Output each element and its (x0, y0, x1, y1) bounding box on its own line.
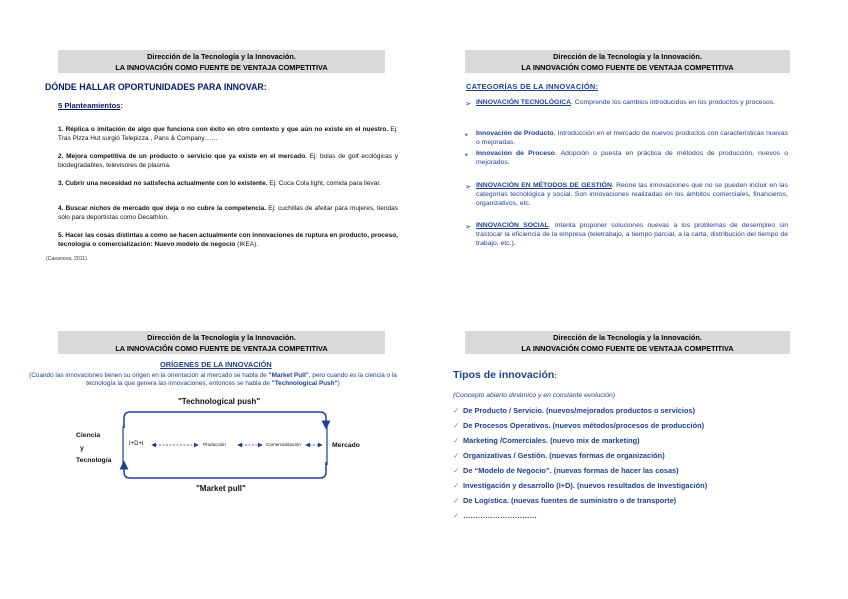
arrow-bullet-icon: ➢ (465, 182, 472, 191)
type-item (453, 406, 695, 415)
slide4-title (453, 369, 557, 381)
category-text: . Adopción o puesta en práctica de métodos de producción, nuevos o mejorados. (476, 150, 788, 166)
type-text: Organizativas / Gestión. (nuevas formas de organización) (463, 451, 665, 460)
produccion-label: Producción (203, 442, 226, 447)
type-text: De “Modelo de Negocio”. (nuevas formas de hacer las cosas) (463, 466, 679, 475)
point-text: Ej: Tras Pizza Hut surgió Telepizza , Pans & Company…… (58, 126, 398, 142)
category-label: INNOVACIÓN TECNOLÓGICA (476, 99, 572, 106)
category-label: Innovación de Producto (476, 130, 554, 137)
check-icon: ✓ (453, 481, 460, 490)
header-line2: LA INNOVACIÓN COMO FUENTE DE VENTAJA COMPETITIVA (115, 63, 328, 72)
check-icon: ✓ (453, 451, 460, 460)
idi-label: I+D+i (129, 441, 144, 447)
header-line1: Dirección de la Tecnología y la Innovación. (553, 333, 702, 342)
type-text: De Procesos Operativos. (nuevos métodos/procesos de producción) (463, 421, 705, 430)
header-line2: LA INNOVACIÓN COMO FUENTE DE VENTAJA COMPETITIVA (115, 344, 328, 353)
header-line1: Dirección de la Tecnología y la Innovación. (147, 333, 296, 342)
header-line2: LA INNOVACIÓN COMO FUENTE DE VENTAJA COMPETITIVA (521, 344, 734, 353)
header-line1: Dirección de la Tecnología y la Innovación. (553, 52, 702, 61)
category-text: . Introducción en el mercado de nuevos productos con características nuevas o mejoradas. (476, 130, 788, 146)
y-label: y (80, 445, 84, 452)
tech-push-label: "Technological push" (178, 397, 261, 406)
type-item (453, 481, 707, 490)
note-part: (Cuando las innovaciones tienen su origen en la orientación al mercado se habla de (29, 372, 269, 379)
type-item (453, 511, 537, 520)
concept-note: (Concepto abierto dinámico y en constante evolución) (453, 392, 616, 399)
point-text: Ej: Coca Cola light, comida para llevar. (267, 180, 381, 187)
citation: (Casanova, 2011) (46, 256, 87, 262)
check-icon: ✓ (453, 406, 460, 415)
category-label: INNOVACIÓN SOCIAL (476, 222, 549, 229)
check-icon: ✓ (453, 421, 460, 430)
type-item (453, 421, 704, 430)
check-icon: ✓ (453, 436, 460, 445)
subtitle-colon: : (120, 101, 123, 110)
title-text: Tipos de innovación (453, 369, 555, 381)
point-text: (IKEA). (235, 240, 259, 248)
point-bold: 5. Hacer las cosas distintas a como se hacen actualmente con innovaciones de ruptura en producto, proceso, tecnología o comercialización: Nuevo modelo de negocio (58, 232, 398, 248)
header-line1: Dirección de la Tecnología y la Innovación. (147, 52, 296, 61)
point-bold: 1. Réplica o imitación de algo que funciona con éxito en otro contexto y que aún no existe en el nuestro. (58, 126, 389, 133)
point-bold: 4. Buscar nichos de mercado que deja o no cubre la competencia. (58, 205, 267, 212)
note-tech-push: "Technological Push" (271, 380, 338, 387)
category-label: Innovación de Proceso (476, 150, 555, 157)
point-bold: 2. Mejora competitiva de un producto o servicio que ya existe en el mercado. (58, 153, 307, 160)
note-market-pull: "Market Pull" (268, 372, 309, 379)
slide3-title: ORÍGENES DE LA INNOVACIÓN (160, 360, 272, 369)
type-item (453, 466, 679, 475)
square-bullet-icon: ▪ (465, 150, 468, 159)
type-text: Investigación y desarrollo (I+D). (nuevos resultados de Investigación) (463, 481, 708, 490)
check-icon: ✓ (453, 466, 460, 475)
ciencia-label: Ciencia (76, 432, 101, 439)
check-icon: ✓ (453, 496, 460, 505)
point-text: Ej: bolas de golf ecológicas y biodegradables, televisores de plasma. (58, 153, 398, 169)
slide2-title: CATEGORÍAS DE LA INNOVACIÓN: (466, 82, 599, 91)
comercializacion-label: Comercialización (266, 442, 301, 447)
type-text: De Producto / Servicio. (nuevos/mejorados productos o servicios) (463, 406, 696, 415)
market-pull-arrow (124, 462, 326, 478)
type-item (453, 451, 665, 460)
category-text: . Intenta proponer soluciones nuevas a los problemas de desempleo sin trastocar la eficiencia de la empresa (teletrabajo, a tiempo parcial, a la carta, distribución del tiempo de trabajo, etc.). (476, 222, 788, 247)
type-item (453, 436, 640, 445)
market-pull-label: "Market pull" (196, 484, 246, 493)
point-text: Ej: cuchillas de afeitar para mujeres, tiendas sólo para deportistas como Decathlon. (58, 205, 399, 221)
note-part: , pero cuando es la ciencia o la tecnología la que genera las innovaciones, entonces se habla de (86, 372, 397, 387)
type-text: De Logística. (nuevas fuentes de suministro o de transporte) (463, 496, 677, 505)
point-bold: 3. Cubrir una necesidad no satisfecha actualmente con lo existente. (58, 180, 268, 187)
arrow-bullet-icon: ➢ (465, 99, 472, 108)
arrow-bullet-icon: ➢ (465, 222, 472, 231)
slide4-header (465, 331, 790, 354)
header-line2: LA INNOVACIÓN COMO FUENTE DE VENTAJA COMPETITIVA (521, 63, 734, 72)
type-item (453, 496, 676, 505)
category-text: . Comprende los cambios introducidos en los productos y procesos. (571, 99, 776, 106)
category-label: INNOVACIÓN EN MÉTODOS DE GESTIÓN (476, 182, 612, 189)
type-text: Marketing /Comerciales. (nuevo mix de marketing) (463, 436, 640, 445)
square-bullet-icon: ▪ (465, 130, 468, 139)
tech-push-arrow (124, 412, 326, 428)
category-text: . Reúne las innovaciones que no se pueden incluir en las categorías tecnológica y social. Son innovaciones realizadas en los ámbitos comerciales, financieros, organizativos, etc. (476, 182, 788, 207)
mercado-label: Mercado (332, 442, 360, 449)
slide1-title: DÓNDE HALLAR OPORTUNIDADES PARA INNOVAR: (45, 82, 267, 92)
type-text: ………………………… (463, 511, 537, 520)
tecnologia-label: Tecnología (76, 457, 112, 464)
subtitle-text: 5 Planteamientos (58, 101, 121, 110)
note-part: ) (337, 380, 340, 387)
title-colon: : (554, 373, 557, 380)
check-icon: ✓ (453, 511, 460, 520)
